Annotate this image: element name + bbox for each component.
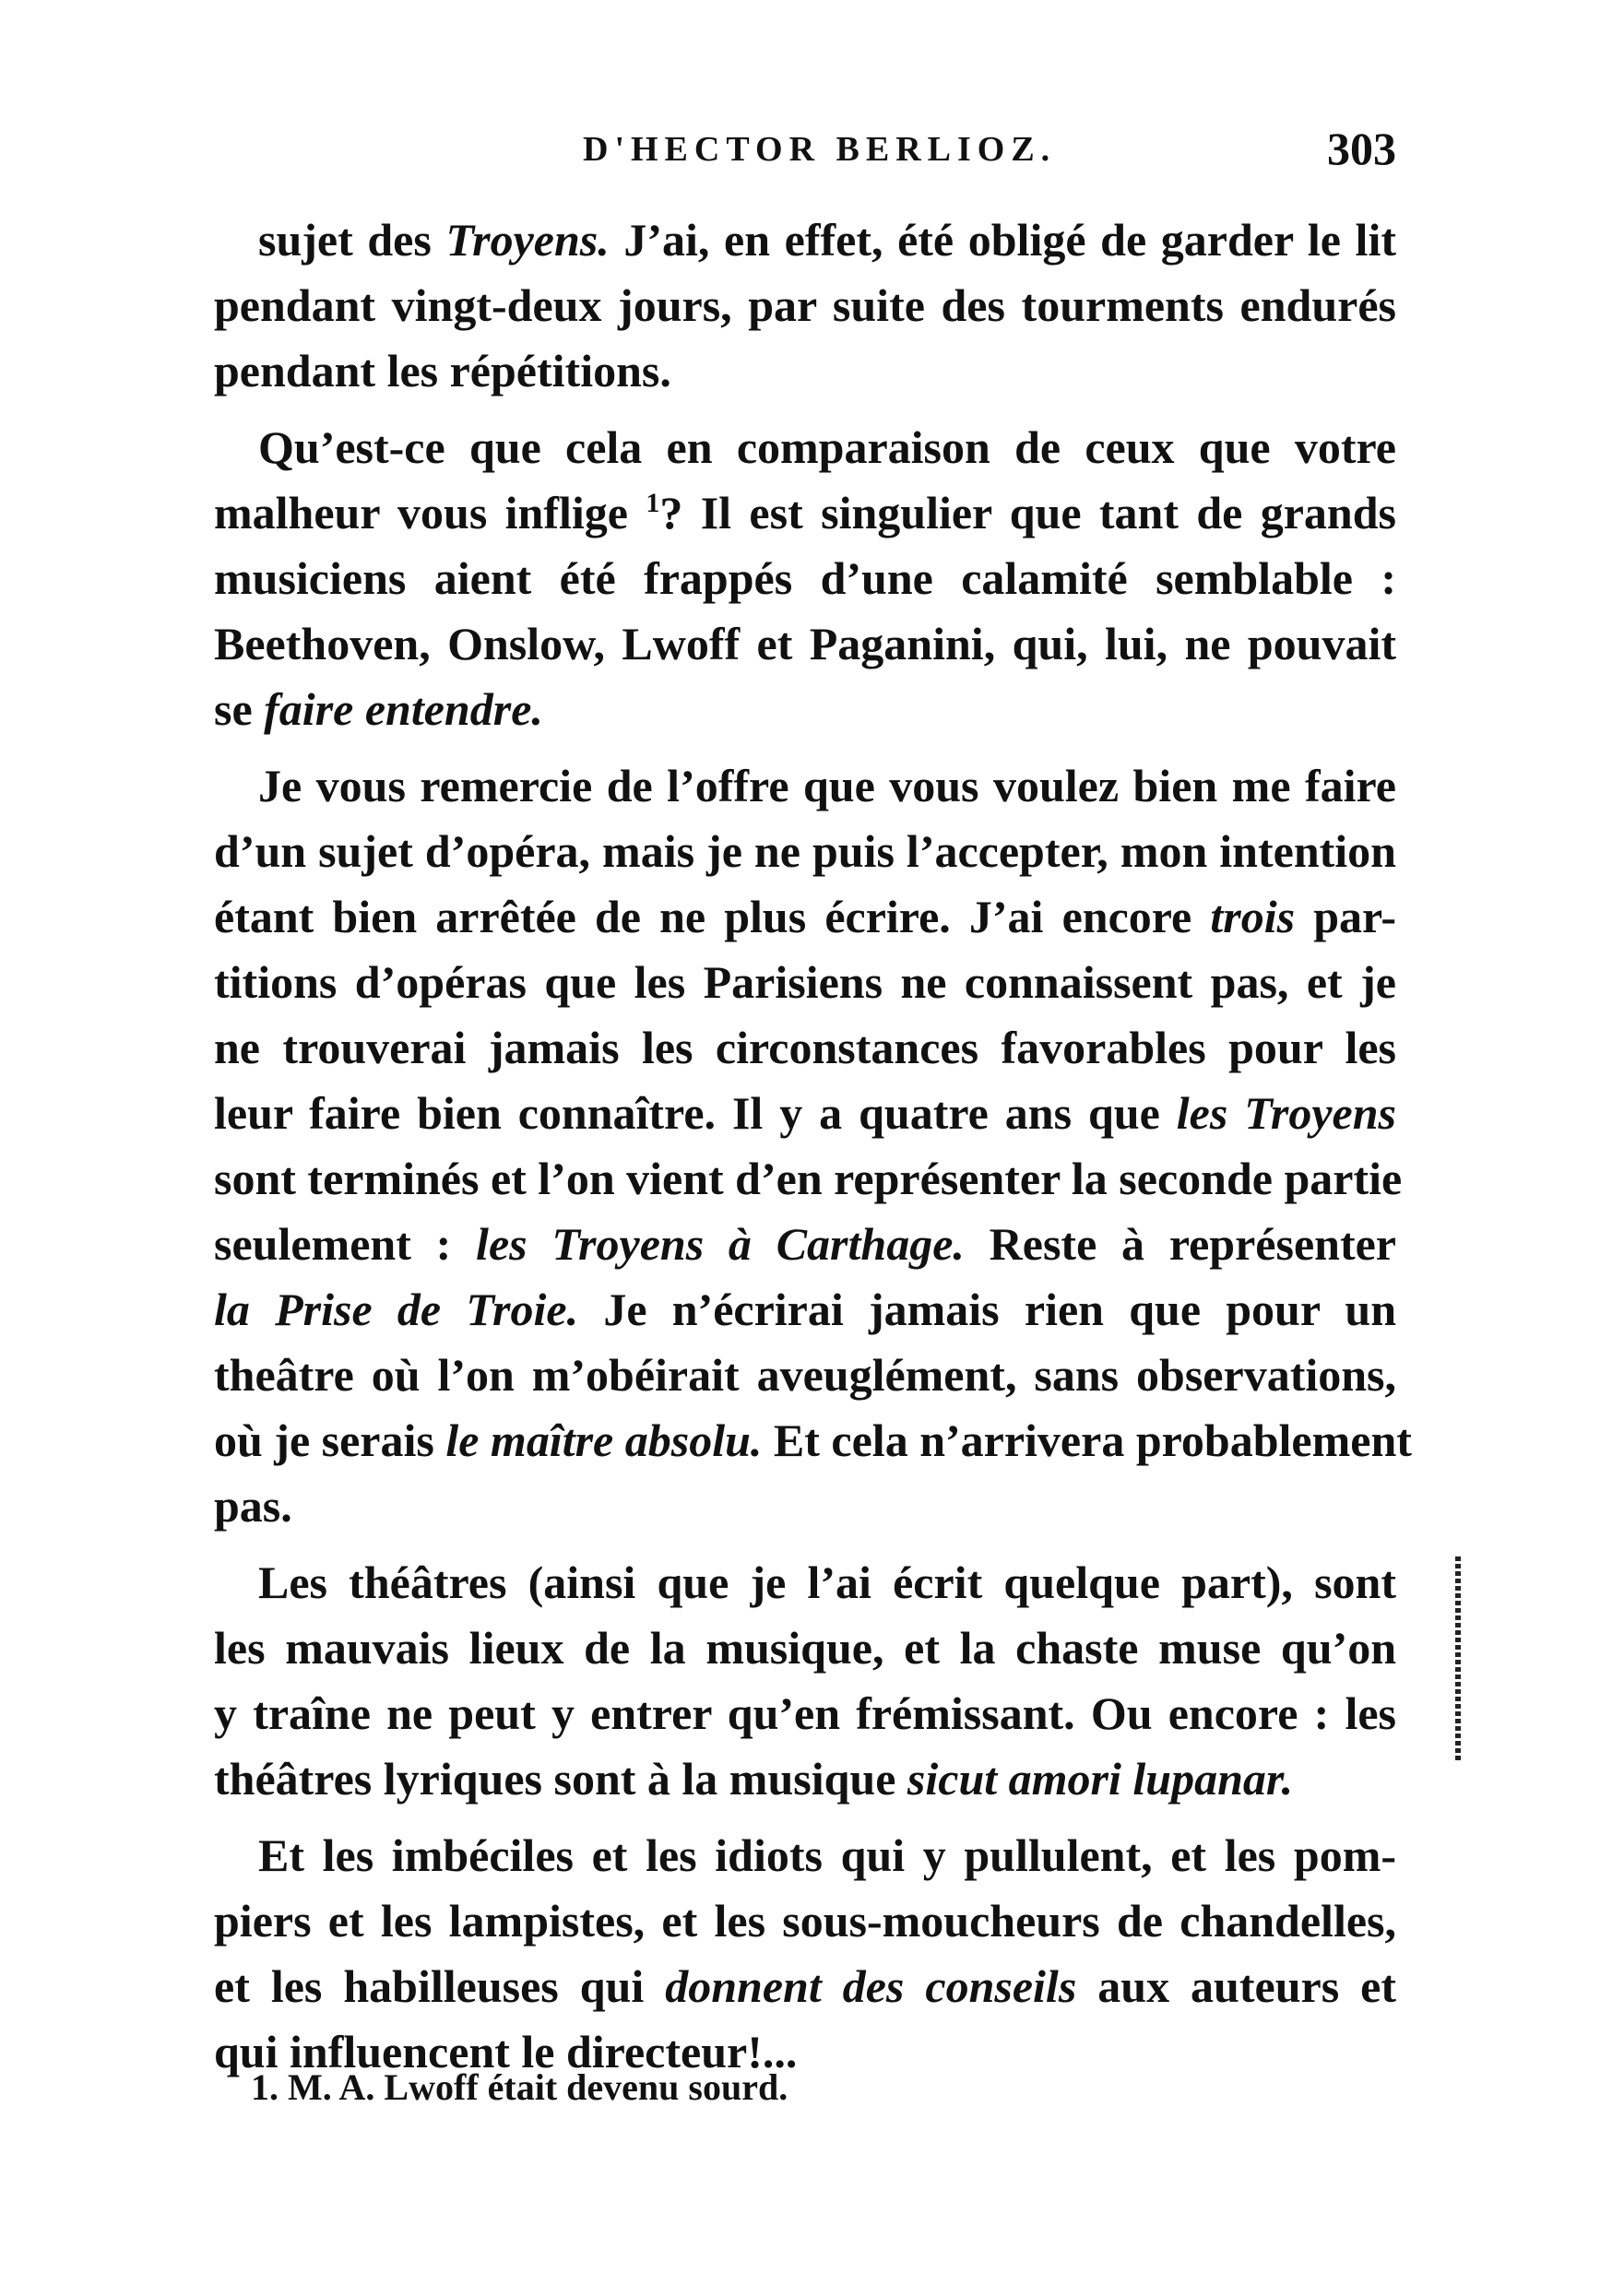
line-text: J’ai, en effet, été obligé de garder le lit [609,214,1396,266]
italic-text: Troyens. [445,214,610,266]
line-text: Je vous remercie de l’offre que vous voulez bien me faire [258,760,1396,811]
line-text: piers et les lampistes, et les sous-moucheurs de chandelles, [214,1895,1396,1947]
text-line [214,480,1396,546]
text-line [214,1888,1396,1954]
text-line [214,1954,1396,2019]
line-text: d’un sujet d’opéra, mais je ne puis l’accepter, mon intention [214,825,1396,877]
footnote: 1. M. A. Lwoff était devenu sourd. [251,2066,788,2108]
line-text: sont terminés et l’on vient d’en représenter la seconde partie [214,1153,1403,1204]
line-text: Beethoven, Onslow, Lwoff et Paganini, qui, lui, ne pouvait [214,618,1396,669]
line-text: Les théâtres (ainsi que je l’ai écrit quelque part), sont [258,1556,1396,1608]
margin-mark [1455,1556,1461,1763]
running-title: D'HECTOR BERLIOZ. [583,130,1057,169]
line-text: sujet des [258,214,446,266]
line-text: Je n’écrirai jamais rien que pour un [578,1284,1397,1335]
line-text: Et les imbéciles et les idiots qui y pullulent, et les pom- [258,1829,1396,1881]
text-line [214,1473,1396,1539]
line-text: étant bien arrêtée de ne plus écrire. J’ai encore [214,891,1211,942]
paragraph [214,1550,1396,1812]
body-text [214,207,1412,2096]
running-head [214,122,1396,177]
text-line [214,677,1396,742]
text-line [214,338,1396,404]
text-line [214,1277,1396,1343]
text-line [214,1408,1412,1473]
line-text: Qu’est-ce que cela en comparaison de ceux que votre [258,421,1396,473]
text-line [214,207,1396,273]
text-line [214,611,1396,677]
italic-text: sicut amori lupanar. [907,1753,1294,1805]
text-line [214,1146,1403,1212]
line-text: theâtre où l’on m’obéirait aveuglément, sans observations, [214,1349,1396,1401]
text-line [214,819,1396,884]
paragraph [214,1823,1396,2085]
line-text: pas. [214,1480,292,1532]
text-line [214,273,1396,338]
text-line [214,1550,1396,1615]
text-line [214,1015,1396,1081]
line-text: Et cela n’arrivera probablement [762,1414,1412,1466]
text-line [214,415,1396,480]
italic-text: donnent des conseils [665,1960,1077,2012]
text-line [214,1681,1396,1746]
line-text: se [214,683,265,735]
text-line [214,950,1396,1015]
line-text: pendant vingt-deux jours, par suite des tourments endurés [214,279,1396,331]
line-text: pendant les répétitions. [214,345,671,396]
paragraph [214,753,1412,1539]
line-text: y traîne ne peut y entrer qu’en frémissant. Ou encore : les [214,1687,1396,1739]
text-line [214,753,1396,819]
text-line [214,1615,1396,1681]
text-line [214,884,1396,950]
line-text: où je serais [214,1414,446,1466]
line-text: titions d’opéras que les Parisiens ne connaissent pas, et je [214,956,1396,1008]
line-text: ? Il est singulier que tant de grands [659,487,1396,538]
text-line [214,1823,1396,1888]
line-text: Reste à représenter [964,1218,1396,1270]
italic-text: faire entendre. [264,683,543,735]
paragraph [214,207,1396,404]
page-number: 303 [1327,123,1396,174]
text-line [214,1343,1396,1408]
italic-text: le maître absolu. [445,1414,763,1466]
line-text: théâtres lyriques sont à la musique [214,1753,907,1805]
text-line [214,1212,1396,1277]
text-line [214,546,1396,611]
line-text: ne trouverai jamais les circonstances favorables pour les [214,1022,1396,1073]
italic-text: les Troyens [1176,1087,1397,1139]
footnote-ref: 1 [646,488,660,518]
line-text: aux auteurs et [1076,1960,1396,2012]
line-text: musiciens aient été frappés d’une calamité semblable : [214,552,1396,604]
line-text: qui influencent le directeur!... [214,2026,798,2077]
paragraph [214,415,1396,742]
italic-text: trois [1210,891,1296,942]
line-text: malheur vous inflige [214,487,646,538]
line-text: les mauvais lieux de la musique, et la chaste muse qu’on [214,1622,1396,1674]
italic-text: les Troyens à Carthage. [476,1218,965,1270]
line-text: par- [1295,891,1396,942]
line-text: et les habilleuses qui [214,1960,666,2012]
italic-text: la Prise de Troie. [214,1284,579,1335]
line-text: seulement : [214,1218,477,1270]
text-line [214,1746,1396,1812]
text-line [214,1081,1396,1146]
line-text: leur faire bien connaître. Il y a quatre ans que [214,1087,1177,1139]
